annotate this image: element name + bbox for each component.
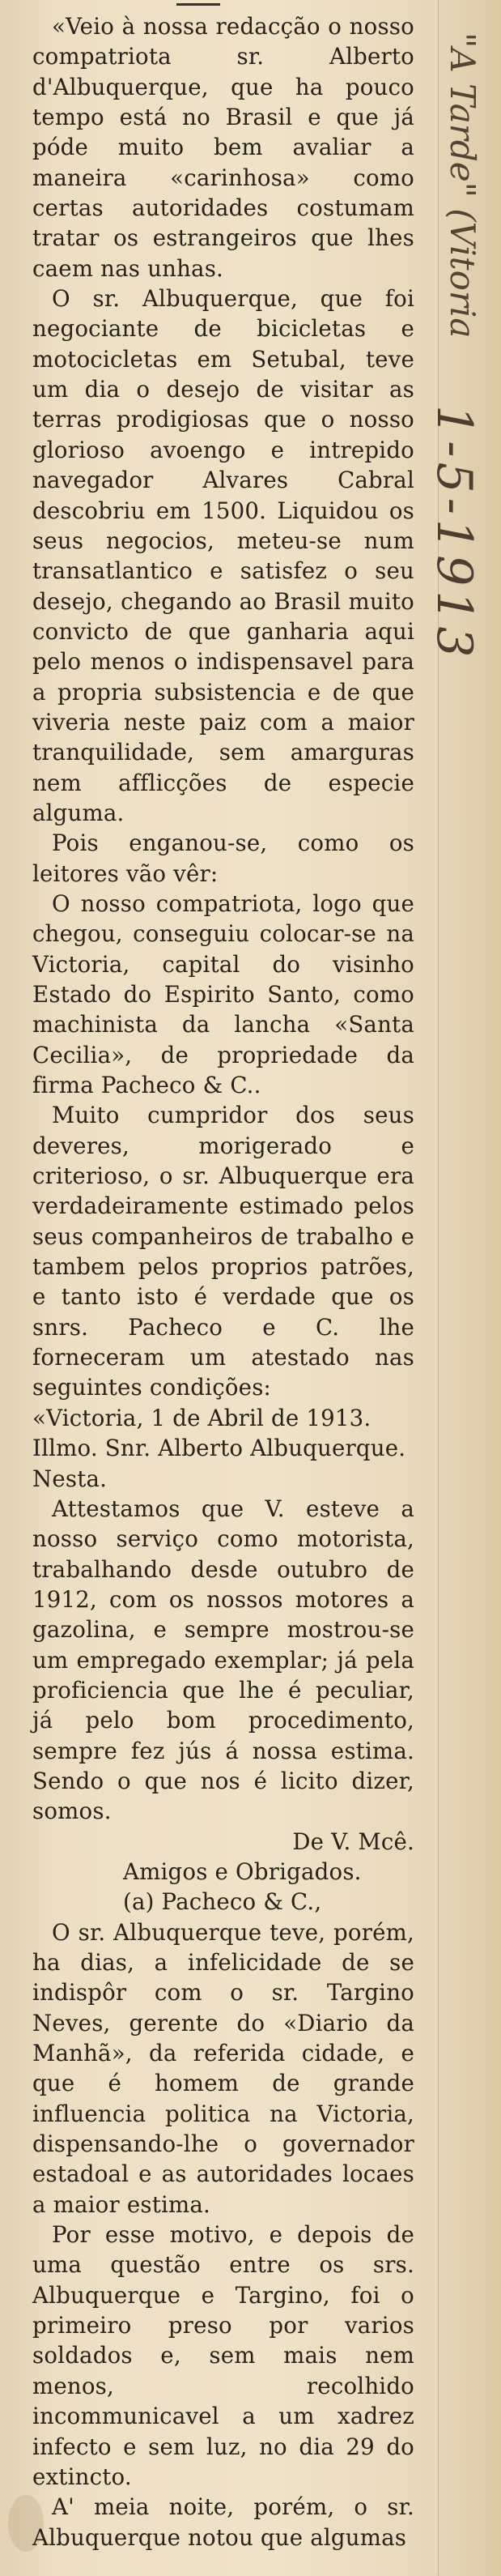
article-paragraph: O sr. Albuquerque teve, porém, ha dias, a infelicidade de se indispôr com o sr. Targino Neves, gerente do «Diario da Manhã», da referida cidade, e que é homem de grande influencia politica na Victoria, dispensando-lhe o governador estadoal e as autoridades locaes a maior estima.: [32, 1918, 414, 2218]
letter-salutation: Illmo. Snr. Alberto Albuquerque.: [32, 1435, 406, 1462]
letter-place: Nesta.: [32, 1465, 108, 1492]
letter-signature: (a) Pacheco & C.,: [123, 1888, 322, 1916]
article-paragraph: Muito cumpridor dos seus deveres, morigerado e criterioso, o sr. Albuquerque era verdadeiramente estimado pelos seus companheiros de trabalho e tambem pelos proprios patrões, e tanto isto é verdade que os snrs. Pacheco e C. lhe forneceram um atestado nas seguintes condições:: [32, 1102, 414, 1401]
handwritten-source-note: "A Tarde" (Vitoria: [443, 32, 482, 339]
article-paragraph: A' meia noite, porém, o sr. Albuquerque notou que algumas: [32, 2493, 414, 2551]
article-column: [32, 11, 414, 2553]
letter-body: Attestamos que V. esteve a nosso serviço como motorista, trabalhando desde outubro de 1912, com os nossos motores a gazolina, e sempre mostrou-se um empregado exemplar; já pela proficiencia que lhe é peculiar, já pelo bom procedimento, sempre fez jús á nossa estima. Sendo o que nos é licito dizer, somos.: [32, 1495, 414, 1825]
letter-closing: De V. Mcê.: [292, 1828, 414, 1855]
article-paragraph: O sr. Albuquerque, que foi negociante de bicicletas e motocicletas em Setubal, teve um dia o desejo de visitar as terras prodigiosas que o nosso glorioso avoengo e intrepido navegador Alvares Cabral descobriu em 1500. Liquidou os seus negocios, meteu-se num transatlantico e satisfez o seu desejo, chegando ao Brasil muito convicto de que ganharia aqui pelo menos o indispensavel para a propria subsistencia e de que viveria neste paiz com a maior tranquilidade, sem amarguras nem afflicções de especie alguma.: [32, 285, 414, 826]
article-paragraph: O nosso compatriota, logo que chegou, conseguiu colocar-se na Victoria, capital do visinho Estado do Espirito Santo, como machinista da lancha «Santa Cecilia», de propriedade da firma Pacheco & C..: [32, 889, 414, 1099]
clipping-edge: [438, 0, 439, 2576]
article-paragraph: Por esse motivo, e depois de uma questão entre os srs. Albuquerque e Targino, foi o primeiro preso por varios soldados e, sem mais nem menos, recolhido incommunicavel a um xadrez infecto e sem luz, no dia 29 do extincto.: [32, 2221, 414, 2490]
letter-header: «Victoria, 1 de Abril de 1913.: [32, 1404, 372, 1431]
article-paragraph: «Veio à nossa redacção o nosso compatriota sr. Alberto d'Albuquerque, que ha pouco tempo está no Brasil e que já póde muito bem avaliar a maneira «carinhosa» como certas autoridades costumam tratar os estrangeiros que lhes caem nas unhas.: [32, 13, 414, 282]
top-rule: [176, 3, 220, 6]
letter-closing-2: Amigos e Obrigados.: [123, 1857, 362, 1885]
article-paragraph: Pois enganou-se, como os leitores vão vêr:: [32, 830, 414, 887]
handwritten-date-note: 1-5-1913: [426, 405, 482, 663]
